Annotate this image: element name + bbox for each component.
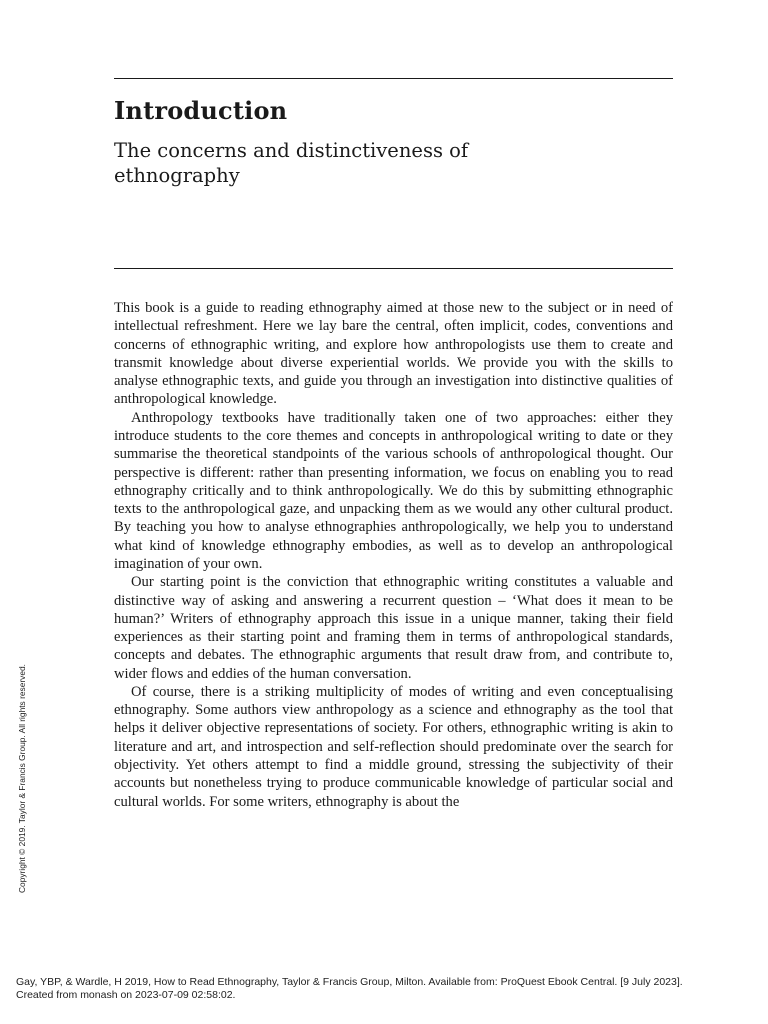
citation-line: Gay, YBP, & Wardle, H 2019, How to Read Ethnography, Taylor & Francis Group, Milton. Available from: ProQuest Ebook Central. [9 July 2023]. (16, 976, 683, 988)
chapter-title: Introduction (114, 96, 288, 125)
citation-footer (16, 976, 756, 1001)
paragraph: This book is a guide to reading ethnography aimed at those new to the subject or in need of intellectual refreshment. Here we lay bare the central, often implicit, codes, conventions and concerns of ethnographic writing, and explore how anthropologists use them to create and transmit knowledge about diverse experiential worlds. We provide you with the skills to analyse ethnographic texts, and guide you through an investigation into distinctive qualities of anthropological knowledge. (114, 300, 673, 408)
paragraph: Anthropology textbooks have traditionally taken one of two approaches: either they introduce students to the core themes and concepts in anthropological writing to date or they summarise the theoretical standpoints of the various schools of anthropological thought. Our perspective is different: rather than presenting information, we focus on enabling you to read ethnography critically and to think anthropologically. We do this by submitting ethnographic texts to the anthropological gaze, and unpacking them as we would any other cultural product. By teaching you how to analyse ethnographies anthropologically, we help you to understand what kind of knowledge ethnography embodies, as well as to develop an anthropological imagination of your own. (114, 409, 673, 572)
paragraph: Our starting point is the conviction that ethnographic writing constitutes a valuable and distinctive way of asking and answering a recurrent question – ‘What does it mean to be human?’ Writers of ethnography approach this issue in a unique manner, taking their field experiences as their starting point and framing them in terms of anthropological standards, concepts and debates. The ethnographic arguments that result draw from, and contribute to, wider flows and eddies of the human conversation. (114, 574, 673, 682)
bottom-rule (114, 268, 673, 269)
paragraph: Of course, there is a striking multiplicity of modes of writing and even conceptualising ethnography. Some authors view anthropology as a science and ethnography as the tool that helps it deliver objective representations of society. For others, ethnographic writing is akin to literature and art, and introspection and self-reflection should predominate over the search for objectivity. Yet others attempt to find a middle ground, stressing the subjectivity of their accounts but nonetheless trying to produce communicable knowledge of particular social and cultural worlds. For some writers, ethnography is about the (114, 683, 673, 810)
created-line: Created from monash on 2023-07-09 02:58:02. (16, 988, 236, 1001)
copyright-notice: Copyright © 2019. Taylor & Francis Group. All rights reserved. (17, 664, 27, 893)
chapter-subtitle: The concerns and distinctiveness of ethnography (114, 139, 469, 187)
top-rule (114, 78, 673, 79)
body-text (114, 299, 673, 811)
